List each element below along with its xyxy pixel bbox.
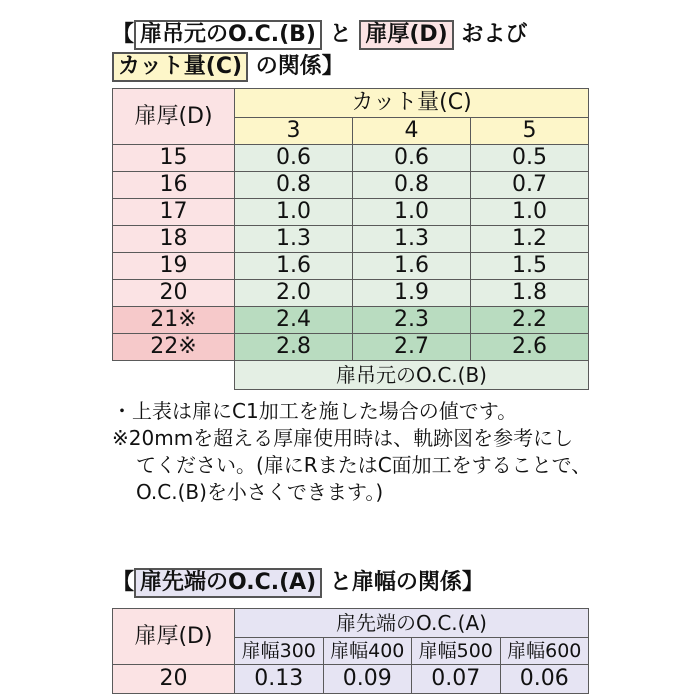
row-label: 15 [113,145,235,172]
heading-section-2 [112,568,484,598]
row-label: 19 [113,253,235,280]
col-header-width-500: 扉幅500 [412,638,501,665]
table-cell: 0.7 [470,172,588,199]
col-header-width-600: 扉幅600 [500,638,589,665]
oc-a-table [112,608,589,694]
col-header-width-300: 扉幅300 [235,638,324,665]
table-row [113,172,589,199]
table-row-highlight [113,307,589,334]
relation-text: の関係】 [255,54,344,79]
table-cell: 1.8 [470,280,588,307]
door-thickness-box: 扉厚(D) [359,20,453,50]
table-cell: 2.6 [470,334,588,361]
table-row [113,253,589,280]
table-cell: 2.4 [235,307,353,334]
table-row [113,665,589,694]
heading-line-1 [112,20,527,50]
row-label: 21※ [113,307,235,334]
oc-b-table [112,88,589,390]
table-cell: 0.6 [235,145,353,172]
table-row [113,199,589,226]
col-header-5: 5 [470,118,588,145]
table-cell: 0.07 [412,665,501,694]
table-header-row [113,89,589,118]
table-row [113,145,589,172]
table-cell: 0.5 [470,145,588,172]
col-header-4: 4 [352,118,470,145]
table-cell: 0.6 [352,145,470,172]
to-text: と [329,22,352,47]
table-cell: 2.3 [352,307,470,334]
note-line: O.C.(B)を小さくできます。) [136,480,384,504]
bracket-open: 【 [112,570,135,595]
table-cell: 2.8 [235,334,353,361]
table-footer-row [113,361,589,390]
heading-line-2 [112,52,344,82]
table-row [113,226,589,253]
table-cell: 1.0 [352,199,470,226]
footer-blank [113,361,235,390]
table-cell: 0.13 [235,665,324,694]
note-line: てください。(扉にRまたはC面加工をすることで、 [136,453,592,477]
table-cell: 1.6 [352,253,470,280]
door-thickness-header: 扉厚(D) [113,609,235,665]
table-cell: 1.5 [470,253,588,280]
table-cell: 1.2 [470,226,588,253]
table-header-row [113,609,589,638]
table-row [113,280,589,307]
cut-amount-header: カット量(C) [235,89,589,118]
table-cell: 1.3 [352,226,470,253]
table-cell: 2.2 [470,307,588,334]
row-label: 18 [113,226,235,253]
table-cell: 1.6 [235,253,353,280]
bracket-open: 【 [112,22,135,47]
oc-a-header: 扉先端のO.C.(A) [235,609,589,638]
row-label: 20 [113,280,235,307]
table-cell: 1.3 [235,226,353,253]
table-cell: 0.8 [352,172,470,199]
cut-amount-box: カット量(C) [112,52,248,82]
row-label: 20 [113,665,235,694]
table-cell: 1.0 [235,199,353,226]
table-row-highlight [113,334,589,361]
notes [112,398,591,506]
table-cell: 0.06 [500,665,589,694]
table-cell: 1.9 [352,280,470,307]
oc-b-box: 扉吊元のO.C.(B) [134,20,322,50]
oyobi-text: および [461,22,528,47]
note-line: ※20mmを超える厚扉使用時は、軌跡図を参考にし [112,426,574,450]
table-cell: 0.8 [235,172,353,199]
row-label: 17 [113,199,235,226]
col-header-width-400: 扉幅400 [323,638,412,665]
table-cell: 0.09 [323,665,412,694]
table-cell: 2.0 [235,280,353,307]
note-line: ・上表は扉にC1加工を施した場合の値です。 [112,399,518,423]
table-cell: 2.7 [352,334,470,361]
col-header-3: 3 [235,118,353,145]
oc-b-footer: 扉吊元のO.C.(B) [235,361,589,390]
row-label: 22※ [113,334,235,361]
door-thickness-header: 扉厚(D) [113,89,235,145]
oc-a-box: 扉先端のO.C.(A) [134,568,322,598]
row-label: 16 [113,172,235,199]
table-cell: 1.0 [470,199,588,226]
relation-text: と扉幅の関係】 [329,570,484,595]
